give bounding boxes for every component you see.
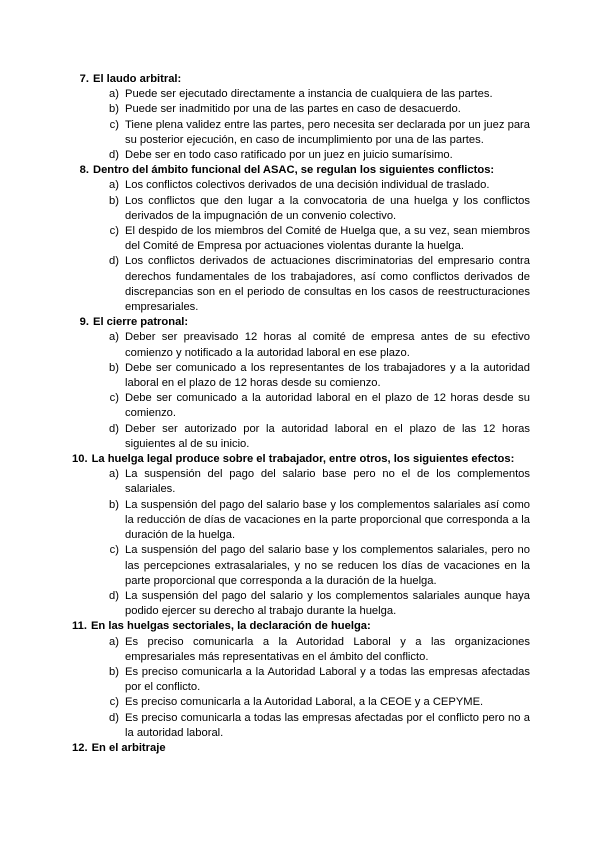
option-text: Es preciso comunicarla a la Autoridad Laboral, a la CEOE y a CEPYME.	[125, 696, 484, 709]
question-list	[72, 72, 530, 756]
question-number: 10.	[72, 453, 88, 466]
option-c	[72, 543, 530, 589]
option-a	[72, 635, 530, 665]
option-letter: d)	[109, 149, 119, 162]
option-letter: b)	[109, 665, 119, 678]
option-letter: b)	[109, 361, 119, 374]
option-text: La suspensión del pago del salario base y los complementos salariales, pero no las percepciones extrasalariales, y no se reducen los días de vacaciones en la parte proporcional que corresponda a la duración de la huelga.	[125, 544, 530, 587]
option-text: Deber ser autorizado por la autoridad laboral en el plazo de las 12 horas siguientes al de su inicio.	[125, 422, 530, 450]
question-number: 12.	[72, 741, 88, 754]
option-letter: a)	[109, 468, 119, 481]
option-text: Puede ser ejecutado directamente a instancia de cualquiera de las partes.	[125, 88, 493, 101]
question-title: Dentro del ámbito funcional del ASAC, se regulan los siguientes conflictos:	[93, 164, 495, 177]
option-letter: d)	[109, 589, 119, 602]
option-text: Debe ser en todo caso ratificado por un juez en juicio sumarísimo.	[125, 149, 453, 162]
option-text: Tiene plena validez entre las partes, pero necesita ser declarada por un juez para su posterior ejecución, en caso de incumplimiento por una de las partes.	[125, 118, 530, 146]
question-7	[72, 72, 530, 163]
option-d	[72, 589, 530, 619]
option-b	[72, 665, 530, 695]
option-list	[72, 87, 530, 163]
question-heading	[72, 315, 530, 330]
option-letter: a)	[109, 331, 119, 344]
option-text: Puede ser inadmitido por una de las partes en caso de desacuerdo.	[125, 103, 461, 116]
question-8	[72, 163, 530, 315]
option-c	[72, 695, 530, 710]
option-text: Los conflictos derivados de actuaciones discriminatorias del empresario contra derechos fundamentales de los trabajadores, así como conflictos derivados de discrepancias son en el periodo de consultas en los casos de reestructuraciones empresariales.	[125, 255, 530, 314]
option-letter: b)	[109, 103, 119, 116]
option-text: El despido de los miembros del Comité de Huelga que, a su vez, sean miembros del Comité de Empresa por actuaciones violentas durante la huelga.	[125, 225, 530, 253]
option-list	[72, 635, 530, 741]
option-text: Deber ser preavisado 12 horas al comité de empresa antes de su efectivo comienzo y notificado a la autoridad laboral en ese plazo.	[125, 331, 530, 359]
option-letter: d)	[109, 422, 119, 435]
question-title: El laudo arbitral:	[93, 73, 182, 85]
question-heading	[72, 619, 530, 634]
option-letter: a)	[109, 635, 119, 648]
question-heading	[72, 741, 530, 756]
option-list	[72, 467, 530, 619]
question-heading	[72, 452, 530, 467]
option-letter: c)	[109, 696, 119, 709]
question-9	[72, 315, 530, 452]
option-letter: b)	[109, 498, 119, 511]
option-d	[72, 254, 530, 315]
option-b	[72, 361, 530, 391]
option-text: Debe ser comunicado a los representantes de los trabajadores y a la autoridad laboral en el plazo de 12 horas desde su comienzo.	[125, 361, 530, 390]
option-text: La suspensión del pago del salario base y los complementos salariales así como la reducción de días de vacaciones en la parte proporcional que corresponda a la duración de la huelga.	[125, 498, 530, 542]
option-d	[72, 711, 530, 741]
option-a	[72, 87, 530, 102]
option-a	[72, 178, 530, 193]
option-a	[72, 467, 530, 497]
option-letter: d)	[109, 711, 119, 724]
option-letter: a)	[109, 179, 119, 192]
option-text: Es preciso comunicarla a la Autoridad Laboral y a todas las empresas afectadas por el conflicto.	[125, 665, 530, 694]
question-heading	[72, 72, 530, 87]
option-text: Los conflictos que den lugar a la convocatoria de una huelga y los conflictos derivados de la impugnación de un convenio colectivo.	[125, 194, 530, 222]
option-d	[72, 148, 530, 163]
option-letter: d)	[109, 255, 119, 268]
option-c	[72, 224, 530, 254]
option-d	[72, 422, 530, 452]
option-text: Los conflictos colectivos derivados de una decisión individual de traslado.	[125, 179, 490, 192]
option-text: Es preciso comunicarla a todas las empresas afectadas por el conflicto pero no a la autoridad laboral.	[125, 711, 530, 739]
question-number: 7.	[79, 73, 89, 85]
option-letter: c)	[109, 118, 119, 131]
question-10	[72, 452, 530, 619]
option-letter: a)	[109, 88, 119, 101]
option-c	[72, 391, 530, 421]
question-heading	[72, 163, 530, 178]
option-a	[72, 330, 530, 360]
question-number: 8.	[79, 164, 89, 177]
option-b	[72, 498, 530, 544]
option-list	[72, 178, 530, 315]
question-title: En las huelgas sectoriales, la declaración de huelga:	[90, 620, 371, 633]
question-number: 11.	[72, 620, 87, 633]
option-letter: b)	[109, 194, 119, 207]
option-b	[72, 194, 530, 224]
option-list	[72, 330, 530, 452]
question-12	[72, 741, 530, 756]
option-text: La suspensión del pago del salario base pero no el de los complementos salariales.	[125, 468, 530, 496]
question-11	[72, 619, 530, 741]
question-title: En el arbitraje	[91, 741, 166, 754]
option-text: Es preciso comunicarla a la Autoridad Laboral y a las organizaciones empresariales más representativas en el ámbito del conflicto.	[125, 635, 530, 663]
option-text: La suspensión del pago del salario y los complementos salariales aunque haya podido ejercer su derecho al trabajo durante la huelga.	[125, 589, 530, 618]
option-c	[72, 118, 530, 148]
option-letter: c)	[109, 225, 119, 238]
option-letter: c)	[109, 392, 119, 405]
option-letter: c)	[109, 544, 119, 557]
option-text: Debe ser comunicado a la autoridad laboral en el plazo de 12 horas desde su comienzo.	[125, 392, 530, 420]
question-number: 9.	[79, 316, 89, 329]
option-b	[72, 102, 530, 117]
question-title: La huelga legal produce sobre el trabajador, entre otros, los siguientes efectos:	[91, 453, 515, 466]
question-title: El cierre patronal:	[93, 316, 189, 329]
